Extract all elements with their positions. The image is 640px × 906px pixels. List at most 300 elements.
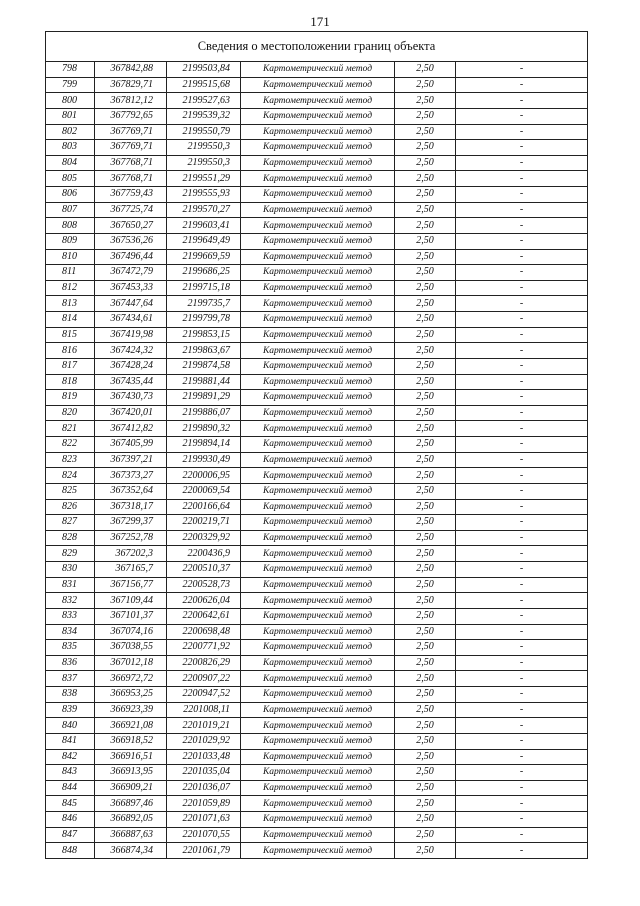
coordinate-x-cell: 367202,3 <box>95 546 167 562</box>
point-number-cell: 837 <box>46 671 95 687</box>
table-row <box>46 546 588 562</box>
coordinate-y-cell: 2199515,68 <box>167 77 241 93</box>
coordinate-y-cell: 2201071,63 <box>167 812 241 828</box>
coordinate-x-cell: 367769,71 <box>95 140 167 156</box>
table-row <box>46 265 588 281</box>
determination-method-cell: Картометрический метод <box>241 280 395 296</box>
coordinate-x-cell: 366921,08 <box>95 718 167 734</box>
coordinate-x-cell: 367101,37 <box>95 608 167 624</box>
coordinate-x-cell: 367447,64 <box>95 296 167 312</box>
point-number-cell: 821 <box>46 421 95 437</box>
coordinate-y-cell: 2199735,7 <box>167 296 241 312</box>
coordinate-x-cell: 366913,95 <box>95 765 167 781</box>
point-description-cell: - <box>456 780 588 796</box>
point-number-cell: 847 <box>46 827 95 843</box>
accuracy-value-cell: 2,50 <box>395 671 456 687</box>
determination-method-cell: Картометрический метод <box>241 655 395 671</box>
determination-method-cell: Картометрический метод <box>241 358 395 374</box>
point-number-cell: 818 <box>46 374 95 390</box>
point-number-cell: 814 <box>46 312 95 328</box>
determination-method-cell: Картометрический метод <box>241 343 395 359</box>
accuracy-value-cell: 2,50 <box>395 562 456 578</box>
coordinate-x-cell: 366916,51 <box>95 749 167 765</box>
point-description-cell: - <box>456 515 588 531</box>
point-number-cell: 798 <box>46 62 95 78</box>
point-number-cell: 808 <box>46 218 95 234</box>
coordinate-x-cell: 367397,21 <box>95 452 167 468</box>
table-row <box>46 843 588 859</box>
accuracy-value-cell: 2,50 <box>395 108 456 124</box>
point-description-cell: - <box>456 358 588 374</box>
point-description-cell: - <box>456 77 588 93</box>
point-description-cell: - <box>456 593 588 609</box>
determination-method-cell: Картометрический метод <box>241 374 395 390</box>
point-description-cell: - <box>456 108 588 124</box>
point-number-cell: 832 <box>46 593 95 609</box>
table-row <box>46 718 588 734</box>
accuracy-value-cell: 2,50 <box>395 624 456 640</box>
accuracy-value-cell: 2,50 <box>395 718 456 734</box>
accuracy-value-cell: 2,50 <box>395 640 456 656</box>
accuracy-value-cell: 2,50 <box>395 437 456 453</box>
determination-method-cell: Картометрический метод <box>241 265 395 281</box>
coordinate-x-cell: 367373,27 <box>95 468 167 484</box>
table-row <box>46 93 588 109</box>
accuracy-value-cell: 2,50 <box>395 530 456 546</box>
accuracy-value-cell: 2,50 <box>395 593 456 609</box>
determination-method-cell: Картометрический метод <box>241 468 395 484</box>
coordinate-y-cell: 2199551,29 <box>167 171 241 187</box>
coordinate-x-cell: 367496,44 <box>95 249 167 265</box>
coordinate-x-cell: 367842,88 <box>95 62 167 78</box>
point-number-cell: 841 <box>46 733 95 749</box>
determination-method-cell: Картометрический метод <box>241 608 395 624</box>
table-body <box>46 62 588 859</box>
coordinate-y-cell: 2199603,41 <box>167 218 241 234</box>
determination-method-cell: Картометрический метод <box>241 577 395 593</box>
table-row <box>46 577 588 593</box>
determination-method-cell: Картометрический метод <box>241 733 395 749</box>
accuracy-value-cell: 2,50 <box>395 202 456 218</box>
coordinate-x-cell: 367453,33 <box>95 280 167 296</box>
accuracy-value-cell: 2,50 <box>395 265 456 281</box>
point-description-cell: - <box>456 202 588 218</box>
table-row <box>46 468 588 484</box>
determination-method-cell: Картометрический метод <box>241 202 395 218</box>
determination-method-cell: Картометрический метод <box>241 421 395 437</box>
accuracy-value-cell: 2,50 <box>395 827 456 843</box>
point-number-cell: 836 <box>46 655 95 671</box>
coordinate-x-cell: 367318,17 <box>95 499 167 515</box>
point-number-cell: 827 <box>46 515 95 531</box>
coordinate-y-cell: 2200528,73 <box>167 577 241 593</box>
point-description-cell: - <box>456 812 588 828</box>
point-number-cell: 828 <box>46 530 95 546</box>
point-number-cell: 816 <box>46 343 95 359</box>
table-row <box>46 296 588 312</box>
point-number-cell: 805 <box>46 171 95 187</box>
determination-method-cell: Картометрический метод <box>241 452 395 468</box>
coordinate-x-cell: 367109,44 <box>95 593 167 609</box>
table-row <box>46 687 588 703</box>
table-row <box>46 608 588 624</box>
coordinate-x-cell: 366953,25 <box>95 687 167 703</box>
table-row <box>46 765 588 781</box>
coordinate-y-cell: 2199503,84 <box>167 62 241 78</box>
point-description-cell: - <box>456 265 588 281</box>
point-number-cell: 842 <box>46 749 95 765</box>
determination-method-cell: Картометрический метод <box>241 702 395 718</box>
accuracy-value-cell: 2,50 <box>395 249 456 265</box>
table-title: Сведения о местоположении границ объекта <box>46 32 588 62</box>
accuracy-value-cell: 2,50 <box>395 483 456 499</box>
accuracy-value-cell: 2,50 <box>395 796 456 812</box>
table-row <box>46 733 588 749</box>
coordinate-x-cell: 367759,43 <box>95 187 167 203</box>
coordinate-y-cell: 2199686,25 <box>167 265 241 281</box>
point-description-cell: - <box>456 608 588 624</box>
determination-method-cell: Картометрический метод <box>241 671 395 687</box>
point-description-cell: - <box>456 718 588 734</box>
boundary-coordinates-table <box>45 31 588 859</box>
determination-method-cell: Картометрический метод <box>241 515 395 531</box>
table-row <box>46 124 588 140</box>
coordinate-x-cell: 366874,34 <box>95 843 167 859</box>
table-row <box>46 343 588 359</box>
accuracy-value-cell: 2,50 <box>395 171 456 187</box>
table-row <box>46 358 588 374</box>
determination-method-cell: Картометрический метод <box>241 93 395 109</box>
coordinate-x-cell: 367252,78 <box>95 530 167 546</box>
coordinate-x-cell: 366887,63 <box>95 827 167 843</box>
point-number-cell: 817 <box>46 358 95 374</box>
coordinate-x-cell: 367352,64 <box>95 483 167 499</box>
accuracy-value-cell: 2,50 <box>395 233 456 249</box>
point-number-cell: 819 <box>46 390 95 406</box>
point-number-cell: 834 <box>46 624 95 640</box>
point-description-cell: - <box>456 140 588 156</box>
accuracy-value-cell: 2,50 <box>395 577 456 593</box>
coordinate-x-cell: 367038,55 <box>95 640 167 656</box>
coordinate-y-cell: 2201008,11 <box>167 702 241 718</box>
point-number-cell: 812 <box>46 280 95 296</box>
accuracy-value-cell: 2,50 <box>395 452 456 468</box>
coordinate-x-cell: 367435,44 <box>95 374 167 390</box>
point-number-cell: 804 <box>46 155 95 171</box>
coordinate-y-cell: 2200907,22 <box>167 671 241 687</box>
accuracy-value-cell: 2,50 <box>395 218 456 234</box>
point-number-cell: 845 <box>46 796 95 812</box>
point-description-cell: - <box>456 421 588 437</box>
coordinate-x-cell: 367424,32 <box>95 343 167 359</box>
accuracy-value-cell: 2,50 <box>395 515 456 531</box>
determination-method-cell: Картометрический метод <box>241 77 395 93</box>
coordinate-x-cell: 367812,12 <box>95 93 167 109</box>
coordinate-x-cell: 367792,65 <box>95 108 167 124</box>
coordinate-y-cell: 2200006,95 <box>167 468 241 484</box>
point-description-cell: - <box>456 374 588 390</box>
determination-method-cell: Картометрический метод <box>241 593 395 609</box>
point-description-cell: - <box>456 280 588 296</box>
coordinate-x-cell: 366909,21 <box>95 780 167 796</box>
coordinate-x-cell: 367299,37 <box>95 515 167 531</box>
determination-method-cell: Картометрический метод <box>241 218 395 234</box>
coordinate-y-cell: 2199930,49 <box>167 452 241 468</box>
table-row <box>46 796 588 812</box>
determination-method-cell: Картометрический метод <box>241 155 395 171</box>
table-row <box>46 702 588 718</box>
point-description-cell: - <box>456 577 588 593</box>
accuracy-value-cell: 2,50 <box>395 608 456 624</box>
coordinate-y-cell: 2200219,71 <box>167 515 241 531</box>
table-row <box>46 452 588 468</box>
point-number-cell: 811 <box>46 265 95 281</box>
coordinate-x-cell: 367434,61 <box>95 312 167 328</box>
point-description-cell: - <box>456 624 588 640</box>
point-description-cell: - <box>456 530 588 546</box>
point-description-cell: - <box>456 343 588 359</box>
determination-method-cell: Картометрический метод <box>241 140 395 156</box>
point-description-cell: - <box>456 546 588 562</box>
coordinate-x-cell: 367412,82 <box>95 421 167 437</box>
accuracy-value-cell: 2,50 <box>395 140 456 156</box>
table-row <box>46 187 588 203</box>
accuracy-value-cell: 2,50 <box>395 327 456 343</box>
point-description-cell: - <box>456 452 588 468</box>
coordinate-y-cell: 2199853,15 <box>167 327 241 343</box>
point-description-cell: - <box>456 390 588 406</box>
point-number-cell: 831 <box>46 577 95 593</box>
coordinate-x-cell: 366972,72 <box>95 671 167 687</box>
table-row <box>46 202 588 218</box>
table-row <box>46 499 588 515</box>
coordinate-y-cell: 2201059,89 <box>167 796 241 812</box>
table-row <box>46 483 588 499</box>
point-number-cell: 843 <box>46 765 95 781</box>
point-number-cell: 838 <box>46 687 95 703</box>
coordinate-x-cell: 367405,99 <box>95 437 167 453</box>
table-row <box>46 155 588 171</box>
point-description-cell: - <box>456 843 588 859</box>
coordinate-y-cell: 2201035,04 <box>167 765 241 781</box>
coordinate-y-cell: 2199527,63 <box>167 93 241 109</box>
point-number-cell: 839 <box>46 702 95 718</box>
point-number-cell: 806 <box>46 187 95 203</box>
point-number-cell: 848 <box>46 843 95 859</box>
coordinate-x-cell: 367536,26 <box>95 233 167 249</box>
coordinate-y-cell: 2200436,9 <box>167 546 241 562</box>
determination-method-cell: Картометрический метод <box>241 312 395 328</box>
point-description-cell: - <box>456 562 588 578</box>
accuracy-value-cell: 2,50 <box>395 687 456 703</box>
determination-method-cell: Картометрический метод <box>241 640 395 656</box>
point-number-cell: 835 <box>46 640 95 656</box>
coordinate-y-cell: 2199550,79 <box>167 124 241 140</box>
coordinate-x-cell: 367012,18 <box>95 655 167 671</box>
point-description-cell: - <box>456 749 588 765</box>
determination-method-cell: Картометрический метод <box>241 827 395 843</box>
table-row <box>46 640 588 656</box>
table-row <box>46 437 588 453</box>
coordinate-y-cell: 2199874,58 <box>167 358 241 374</box>
point-description-cell: - <box>456 155 588 171</box>
coordinate-y-cell: 2199715,18 <box>167 280 241 296</box>
accuracy-value-cell: 2,50 <box>395 374 456 390</box>
accuracy-value-cell: 2,50 <box>395 749 456 765</box>
accuracy-value-cell: 2,50 <box>395 702 456 718</box>
point-description-cell: - <box>456 483 588 499</box>
determination-method-cell: Картометрический метод <box>241 108 395 124</box>
coordinate-y-cell: 2201029,92 <box>167 733 241 749</box>
point-number-cell: 820 <box>46 405 95 421</box>
determination-method-cell: Картометрический метод <box>241 812 395 828</box>
coordinate-x-cell: 367430,73 <box>95 390 167 406</box>
coordinate-x-cell: 367472,79 <box>95 265 167 281</box>
coordinate-y-cell: 2199799,78 <box>167 312 241 328</box>
accuracy-value-cell: 2,50 <box>395 421 456 437</box>
point-description-cell: - <box>456 702 588 718</box>
accuracy-value-cell: 2,50 <box>395 765 456 781</box>
coordinate-y-cell: 2199539,32 <box>167 108 241 124</box>
determination-method-cell: Картометрический метод <box>241 843 395 859</box>
coordinate-x-cell: 366918,52 <box>95 733 167 749</box>
point-number-cell: 809 <box>46 233 95 249</box>
accuracy-value-cell: 2,50 <box>395 812 456 828</box>
determination-method-cell: Картометрический метод <box>241 171 395 187</box>
table-row <box>46 405 588 421</box>
coordinate-x-cell: 367428,24 <box>95 358 167 374</box>
point-number-cell: 813 <box>46 296 95 312</box>
table-row <box>46 171 588 187</box>
coordinate-y-cell: 2200642,61 <box>167 608 241 624</box>
table-row <box>46 827 588 843</box>
point-description-cell: - <box>456 640 588 656</box>
point-number-cell: 802 <box>46 124 95 140</box>
point-number-cell: 829 <box>46 546 95 562</box>
coordinate-y-cell: 2200826,29 <box>167 655 241 671</box>
table-row <box>46 515 588 531</box>
point-number-cell: 844 <box>46 780 95 796</box>
point-description-cell: - <box>456 218 588 234</box>
coordinate-y-cell: 2199550,3 <box>167 155 241 171</box>
point-number-cell: 800 <box>46 93 95 109</box>
table-row <box>46 390 588 406</box>
point-description-cell: - <box>456 671 588 687</box>
point-description-cell: - <box>456 233 588 249</box>
point-description-cell: - <box>456 733 588 749</box>
table-row <box>46 280 588 296</box>
coordinate-y-cell: 2201019,21 <box>167 718 241 734</box>
coordinate-y-cell: 2201070,55 <box>167 827 241 843</box>
determination-method-cell: Картометрический метод <box>241 562 395 578</box>
determination-method-cell: Картометрический метод <box>241 327 395 343</box>
point-number-cell: 823 <box>46 452 95 468</box>
point-description-cell: - <box>456 249 588 265</box>
coordinate-y-cell: 2199550,3 <box>167 140 241 156</box>
point-description-cell: - <box>456 655 588 671</box>
table-title-row <box>46 32 588 62</box>
point-number-cell: 822 <box>46 437 95 453</box>
coordinate-y-cell: 2199891,29 <box>167 390 241 406</box>
determination-method-cell: Картометрический метод <box>241 62 395 78</box>
coordinate-x-cell: 367829,71 <box>95 77 167 93</box>
table-row <box>46 62 588 78</box>
point-number-cell: 807 <box>46 202 95 218</box>
accuracy-value-cell: 2,50 <box>395 655 456 671</box>
coordinate-y-cell: 2200329,92 <box>167 530 241 546</box>
coordinate-x-cell: 366892,05 <box>95 812 167 828</box>
coordinate-x-cell: 367074,16 <box>95 624 167 640</box>
coordinate-x-cell: 367768,71 <box>95 171 167 187</box>
table-row <box>46 108 588 124</box>
accuracy-value-cell: 2,50 <box>395 77 456 93</box>
coordinate-y-cell: 2201036,07 <box>167 780 241 796</box>
accuracy-value-cell: 2,50 <box>395 124 456 140</box>
table-row <box>46 77 588 93</box>
accuracy-value-cell: 2,50 <box>395 280 456 296</box>
point-number-cell: 826 <box>46 499 95 515</box>
accuracy-value-cell: 2,50 <box>395 187 456 203</box>
point-description-cell: - <box>456 312 588 328</box>
accuracy-value-cell: 2,50 <box>395 468 456 484</box>
accuracy-value-cell: 2,50 <box>395 499 456 515</box>
determination-method-cell: Картометрический метод <box>241 390 395 406</box>
determination-method-cell: Картометрический метод <box>241 233 395 249</box>
table-row <box>46 780 588 796</box>
coordinate-x-cell: 367165,7 <box>95 562 167 578</box>
coordinate-y-cell: 2199881,44 <box>167 374 241 390</box>
point-description-cell: - <box>456 796 588 812</box>
coordinate-y-cell: 2200626,04 <box>167 593 241 609</box>
table-row <box>46 624 588 640</box>
determination-method-cell: Картометрический метод <box>241 124 395 140</box>
coordinate-x-cell: 367420,01 <box>95 405 167 421</box>
determination-method-cell: Картометрический метод <box>241 765 395 781</box>
coordinate-x-cell: 367650,27 <box>95 218 167 234</box>
point-number-cell: 801 <box>46 108 95 124</box>
determination-method-cell: Картометрический метод <box>241 749 395 765</box>
coordinate-y-cell: 2199649,49 <box>167 233 241 249</box>
point-description-cell: - <box>456 687 588 703</box>
point-number-cell: 799 <box>46 77 95 93</box>
point-number-cell: 840 <box>46 718 95 734</box>
determination-method-cell: Картометрический метод <box>241 530 395 546</box>
table-row <box>46 812 588 828</box>
point-description-cell: - <box>456 296 588 312</box>
point-description-cell: - <box>456 62 588 78</box>
accuracy-value-cell: 2,50 <box>395 296 456 312</box>
coordinate-x-cell: 367156,77 <box>95 577 167 593</box>
determination-method-cell: Картометрический метод <box>241 483 395 499</box>
point-number-cell: 833 <box>46 608 95 624</box>
determination-method-cell: Картометрический метод <box>241 718 395 734</box>
accuracy-value-cell: 2,50 <box>395 390 456 406</box>
table-row <box>46 593 588 609</box>
point-number-cell: 810 <box>46 249 95 265</box>
accuracy-value-cell: 2,50 <box>395 780 456 796</box>
table-row <box>46 249 588 265</box>
coordinate-y-cell: 2199863,67 <box>167 343 241 359</box>
point-number-cell: 815 <box>46 327 95 343</box>
accuracy-value-cell: 2,50 <box>395 733 456 749</box>
accuracy-value-cell: 2,50 <box>395 405 456 421</box>
accuracy-value-cell: 2,50 <box>395 155 456 171</box>
determination-method-cell: Картометрический метод <box>241 296 395 312</box>
point-number-cell: 825 <box>46 483 95 499</box>
table-row <box>46 562 588 578</box>
table-row <box>46 421 588 437</box>
accuracy-value-cell: 2,50 <box>395 343 456 359</box>
